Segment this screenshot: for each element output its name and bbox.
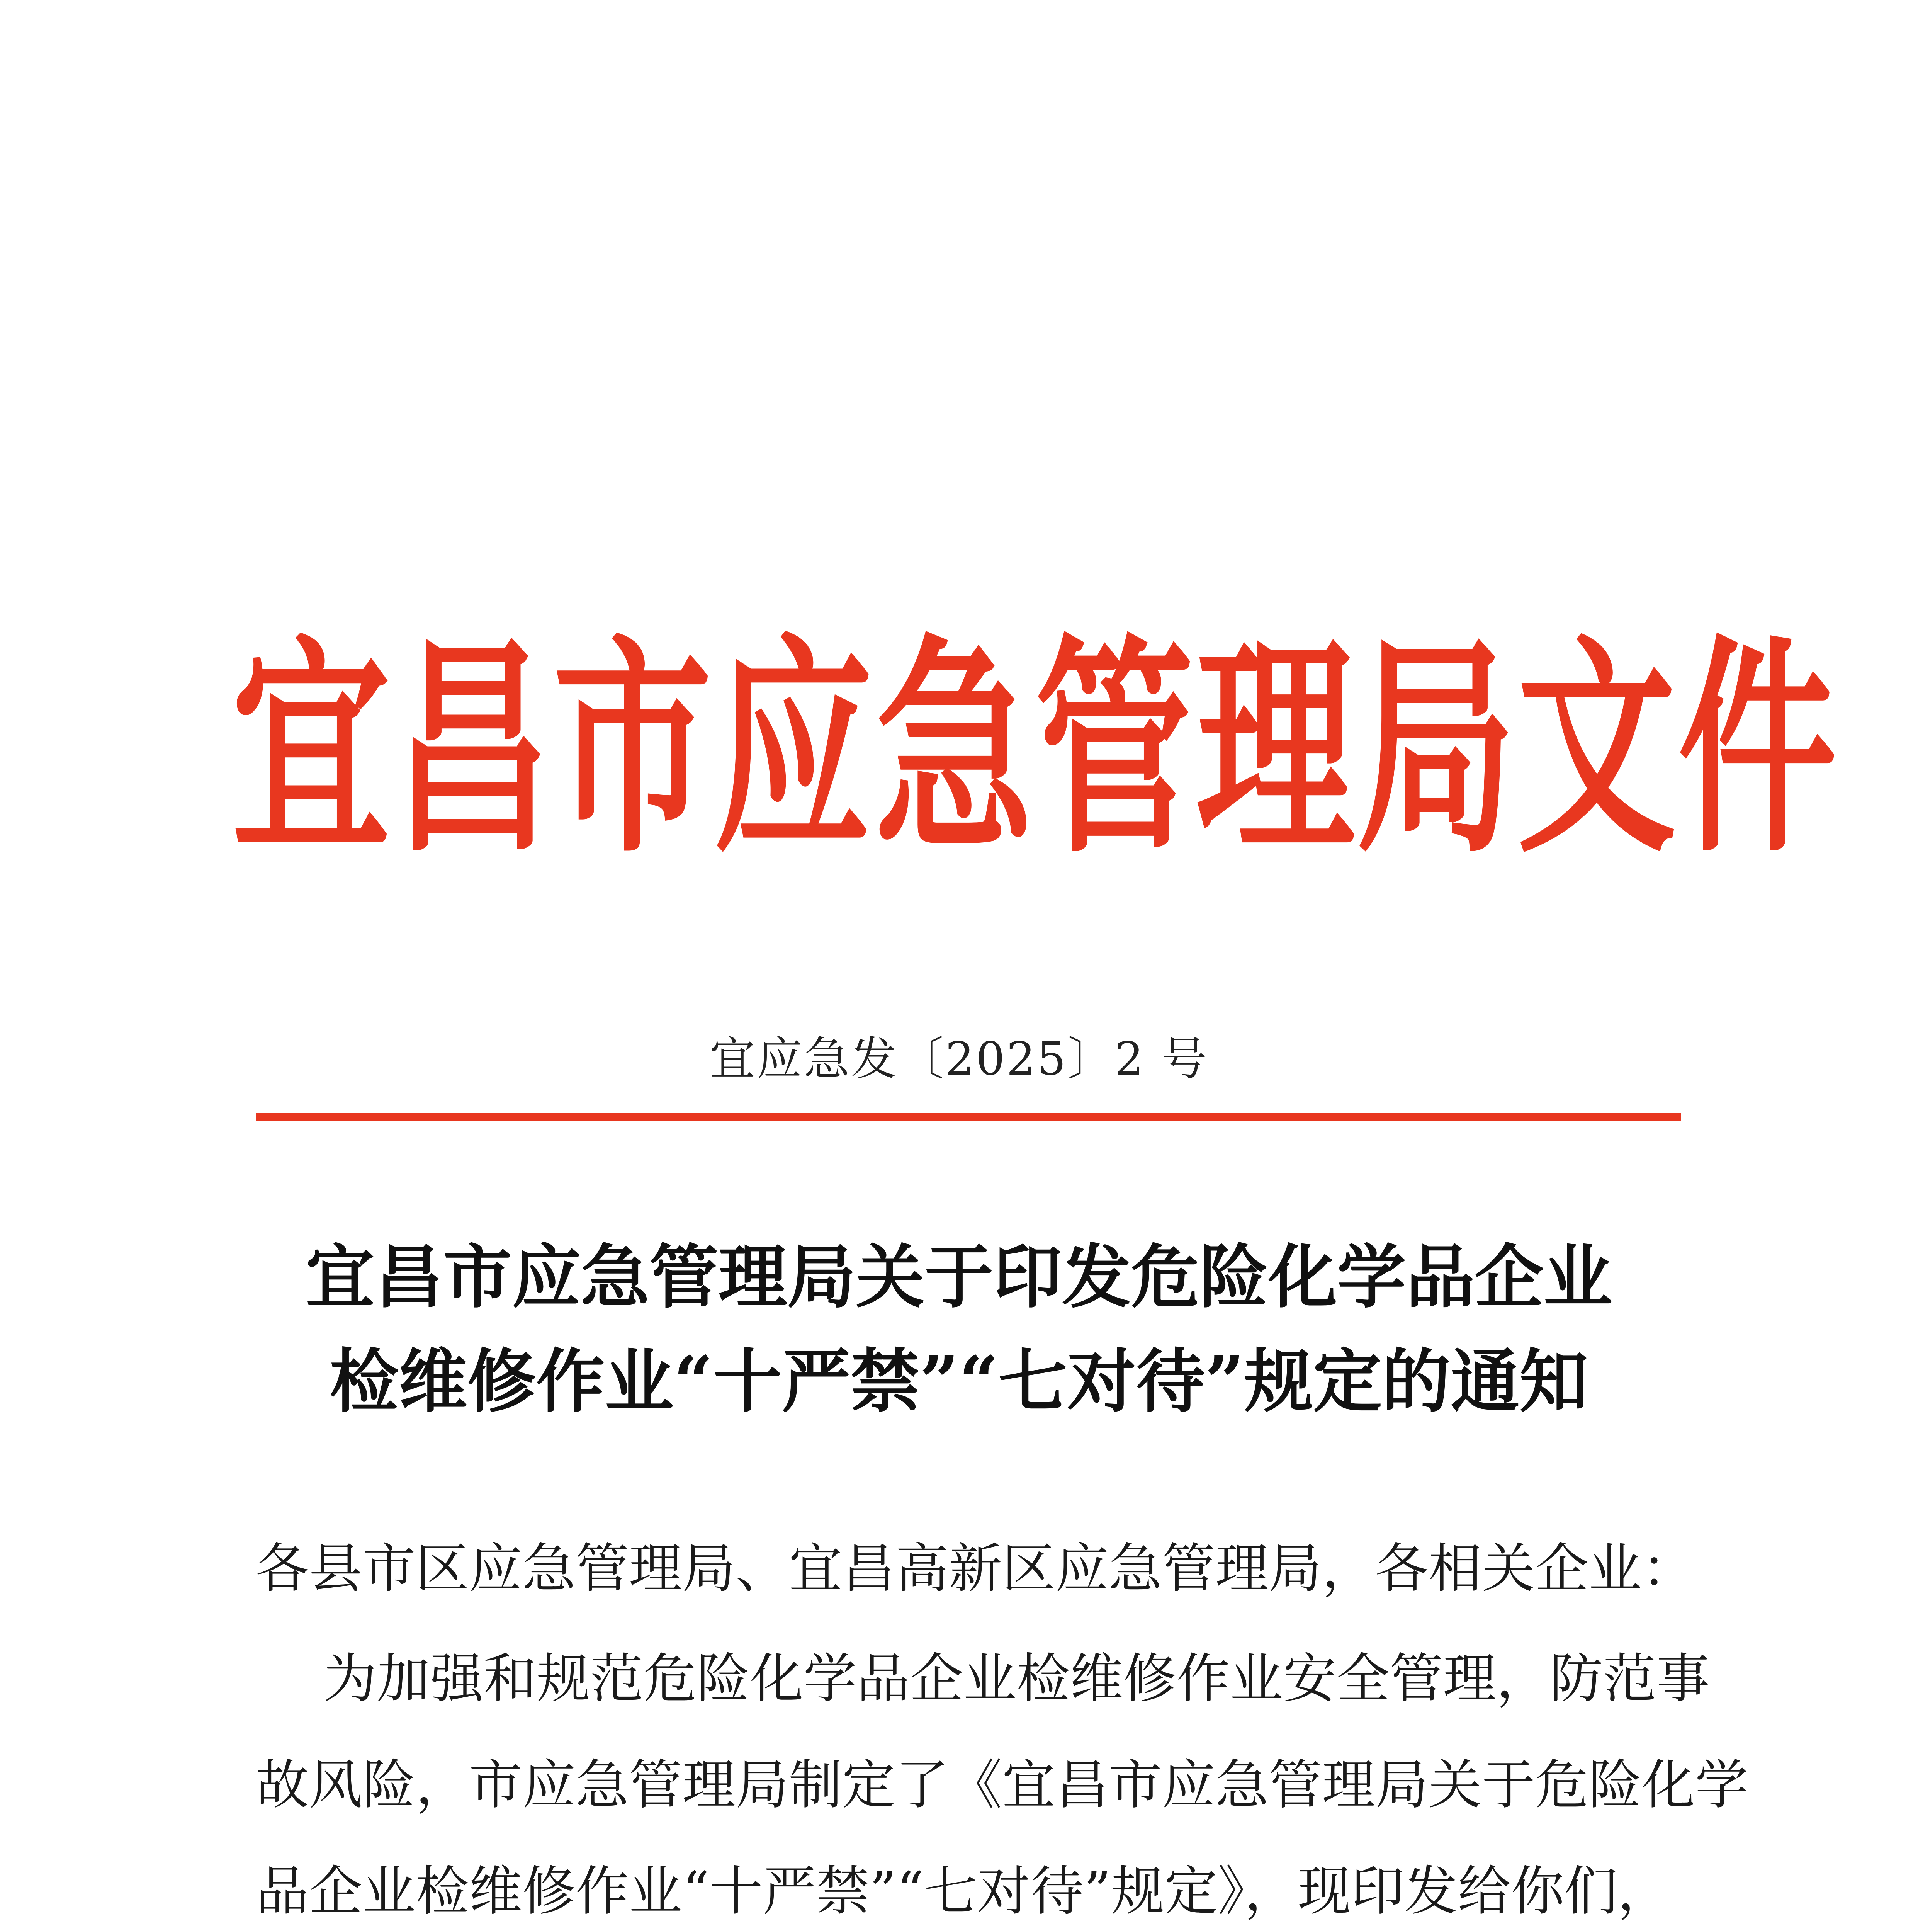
notice-title-line-1: 宜昌市应急管理局关于印发危险化学品企业 (306, 1236, 1612, 1317)
masthead-title: 宜昌市应急管理局文件 (232, 616, 1839, 884)
document-number: 宜应急发〔2025〕2 号 (710, 1032, 1208, 1085)
notice-title-line-2: 检维修作业“十严禁”“七对待”规定的通知 (330, 1341, 1588, 1422)
body-line-3: 品企业检维修作业“十严禁”“七对待”规定》，现印发给你们， (256, 1860, 1671, 1922)
body-line-2: 故风险，市应急管理局制定了《宜昌市应急管理局关于危险化学 (256, 1754, 1749, 1816)
body-line-1: 为加强和规范危险化学品企业检维修作业安全管理，防范事 (256, 1648, 1710, 1710)
red-divider-line (256, 1113, 1681, 1121)
salutation: 各县市区应急管理局、宜昌高新区应急管理局，各相关企业： (256, 1537, 1695, 1600)
